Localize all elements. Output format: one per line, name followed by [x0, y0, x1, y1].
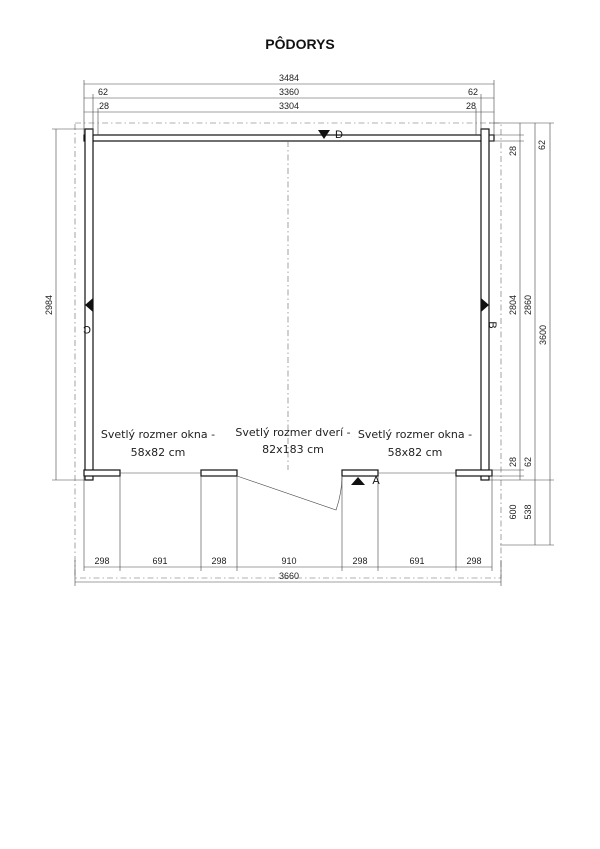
left-dimensions — [52, 129, 85, 480]
note-window-right-line2: 58x82 cm — [387, 446, 443, 459]
dim-right-2804: 2804 — [508, 294, 518, 316]
section-label-c: C — [83, 323, 91, 335]
note-window-right-line1: Svetlý rozmer okna - — [357, 428, 473, 441]
section-label-a: A — [372, 475, 380, 487]
dim-bottom-691-1: 691 — [152, 556, 168, 566]
dim-bottom-298-1: 298 — [94, 556, 110, 566]
wall-bottom-seg-2 — [201, 470, 237, 476]
dim-right-62-bottom: 62 — [523, 456, 533, 468]
door-swing — [237, 476, 342, 510]
dim-right-2860: 2860 — [523, 294, 533, 316]
dim-overall-width: 3484 — [278, 73, 300, 83]
note-window-left-line2: 58x82 cm — [130, 446, 186, 459]
dim-right-28-top: 28 — [508, 145, 518, 157]
dim-right-538: 538 — [523, 504, 533, 520]
dim-bottom-910: 910 — [281, 556, 297, 566]
dim-bottom-overall: 3660 — [278, 571, 300, 581]
section-label-b: B — [486, 321, 498, 329]
dim-right-28-bottom: 28 — [508, 456, 518, 468]
dim-bottom-298-4: 298 — [466, 556, 482, 566]
wall-top — [84, 135, 494, 141]
dim-right-3600: 3600 — [538, 324, 548, 346]
bottom-dimensions — [75, 476, 501, 586]
note-door-line1: Svetlý rozmer dverí - — [235, 426, 351, 439]
dim-right-600: 600 — [508, 504, 518, 520]
dim-right-62-top: 62 — [537, 139, 547, 151]
section-label-d: D — [335, 129, 343, 141]
dim-top-3360: 3360 — [278, 87, 300, 97]
note-window-left-line1: Svetlý rozmer okna - — [100, 428, 216, 441]
dim-bottom-691-2: 691 — [409, 556, 425, 566]
dim-top-right-62: 62 — [467, 87, 479, 97]
dim-bottom-298-2: 298 — [211, 556, 227, 566]
dim-top-3304: 3304 — [278, 101, 300, 111]
note-door-line2: 82x183 cm — [262, 443, 324, 456]
wall-bottom-seg-1 — [84, 470, 120, 476]
dim-top-right-28: 28 — [465, 101, 477, 111]
dim-left-2984: 2984 — [44, 294, 54, 316]
dim-top-left-62: 62 — [97, 87, 109, 97]
page-title: PÔDORYS — [265, 36, 335, 52]
wall-bottom-seg-4 — [456, 470, 492, 476]
dim-top-left-28: 28 — [98, 101, 110, 111]
section-marker-a-triangle — [351, 477, 365, 485]
dim-bottom-298-3: 298 — [352, 556, 368, 566]
